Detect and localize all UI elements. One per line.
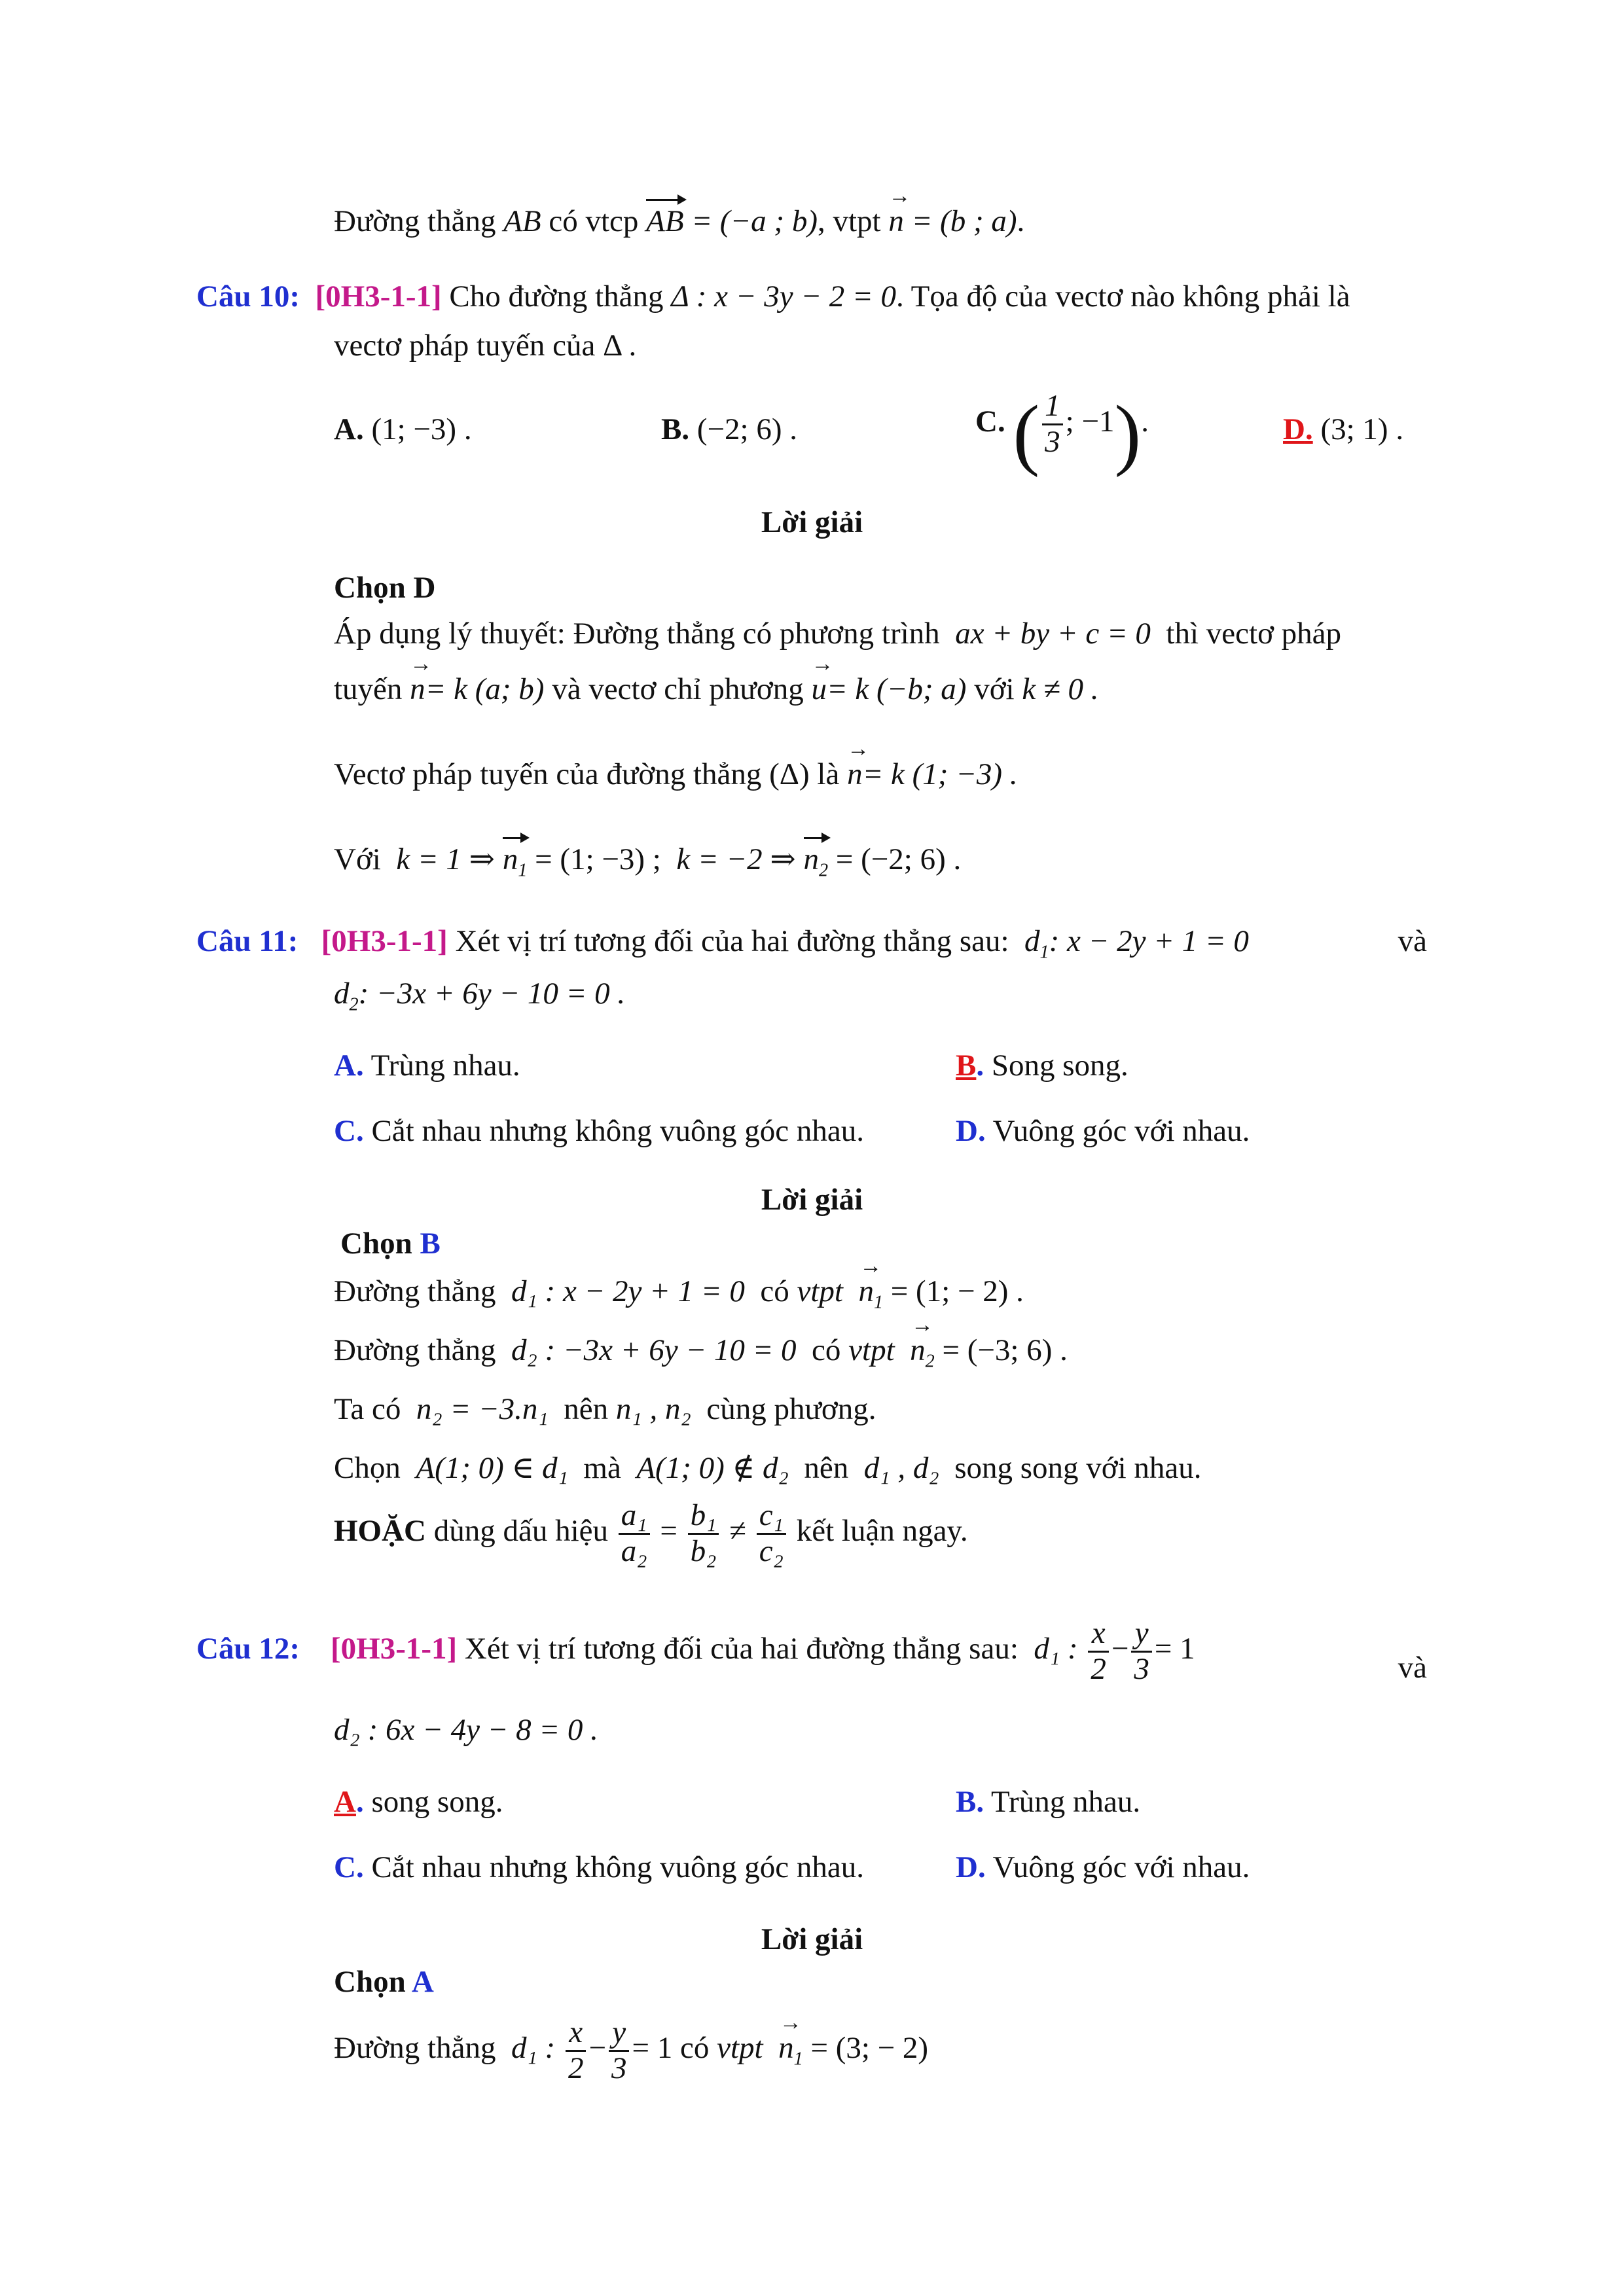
q10-option-c[interactable]: C. ( $\frac{1}{3}$ ; −1). — [975, 389, 1149, 478]
q10-stem: Câu 10: [0H3-1-1] Cho đường thẳng Δ : x − 3y − 2 = 0. Tọa độ của vectơ nào không phải là — [196, 279, 1350, 314]
q11-sol-line-5: HOẶC dùng dấu hiệu $\frac{\text{a₁}}{\text{a₂}}$ = $\frac{\text{b₁}}{\text{b₂}}$ ≠ $\frac{\text{c₁}}{\text{c₂}}$ kết luận ngay. — [334, 1498, 968, 1568]
q11-option-b[interactable]: B. Song song. — [956, 1049, 1128, 1083]
q11-stem-2: $d_2$: −3x + 6y − 10 = 0 . — [334, 977, 626, 1015]
q12-sol-line-1: Đường thẳng d₁ : $\frac{x}{2}$ − $\frac{y}{3}$ = 1 có vtpt → $n_1 = (3$; − 2) — [334, 2016, 928, 2085]
q10-option-a[interactable]: A. (1; −3) . — [334, 412, 472, 446]
q11-option-c[interactable]: C. Cắt nhau nhưng không vuông góc nhau. — [334, 1114, 865, 1148]
q12-solution-title: Lời giải — [761, 1922, 863, 1956]
q12-option-a[interactable]: A. song song. — [334, 1785, 503, 1819]
q12-option-c[interactable]: C. Cắt nhau nhưng không vuông góc nhau. — [334, 1850, 865, 1884]
q10-option-b[interactable]: B. (−2; 6) . — [661, 412, 797, 446]
q11-sol-line-2: Đường thẳng d₂ : −3x + 6y − 10 = 0 có vtpt → $n_2 = (-3$; 6) . — [334, 1332, 1068, 1372]
q10-tag: [0H3-1-1] — [315, 279, 442, 314]
q10-solution-title: Lời giải — [761, 505, 863, 539]
q11-sol-line-4: Chọn A(1; 0) ∈ d₁ mà A(1; 0) ∉ d₂ nên d₁ , d₂ song song với nhau. — [334, 1451, 1202, 1485]
q10-sol-line-1: Áp dụng lý thuyết: Đường thẳng có phương trình ax + by + c = 0 thì vectơ pháp — [334, 617, 1342, 651]
q11-option-a[interactable]: A. Trùng nhau. — [334, 1049, 520, 1083]
q10-option-d[interactable]: D. (3; 1) . — [1283, 412, 1404, 446]
q11-choose: Chọn B — [340, 1227, 441, 1261]
q12-stem: Câu 12: [0H3-1-1] Xét vị trí tương đối của hai đường thẳng sau: d₁ : $\frac{x}{2}$ − $\frac{y}{3}$ = 1 và — [196, 1616, 1427, 1686]
q11-stem: Câu 11: [0H3-1-1] Xét vị trí tương đối của hai đường thẳng sau: $d_1$: x − 2y + 1 = 0 và — [196, 924, 1427, 963]
q10-label: Câu 10: — [196, 279, 300, 314]
q11-option-d[interactable]: D. Vuông góc với nhau. — [956, 1114, 1250, 1148]
q12-option-d[interactable]: D. Vuông góc với nhau. — [956, 1850, 1250, 1884]
q11-solution-title: Lời giải — [761, 1183, 863, 1217]
vector-ab: AB — [646, 203, 683, 240]
intro-line: Đường thẳng AB có vtcp AB = (−a ; b), vtpt → n = (b ; a). — [334, 203, 1024, 240]
q12-choose: Chọn A — [334, 1965, 434, 1999]
q10-sol-line-4: Với k = 1 ⇒ $n_1 = (1$; −3) ; k = −2 ⇒ $n_2 = (-2$; 6) . — [334, 842, 962, 881]
q11-label: Câu 11: — [196, 924, 298, 958]
q10-stem-2: vectơ pháp tuyến của Δ . — [334, 329, 637, 363]
q12-label: Câu 12: — [196, 1631, 300, 1666]
q11-sol-line-3: Ta có n₂ = −3.n₁ nên n₁ , n₂ cùng phương. — [334, 1392, 876, 1426]
q12-tag: [0H3-1-1] — [330, 1631, 458, 1666]
q12-stem-2: d₂ : 6x − 4y − 8 = 0 . — [334, 1713, 598, 1747]
q10-sol-line-3: Vectơ pháp tuyến của đường thẳng (Δ) là → n= k (1; −3) . — [334, 756, 1018, 793]
q12-option-b[interactable]: B. Trùng nhau. — [956, 1785, 1141, 1819]
vector-n: → n — [888, 203, 904, 240]
q11-sol-line-1: Đường thẳng d₁ : x − 2y + 1 = 0 có vtpt → $n_1 = (1$; − 2) . — [334, 1273, 1024, 1314]
q10-sol-line-2: tuyến → n= k (a; b) và vectơ chỉ phương → u= k (−b; a) với k ≠ 0 . — [334, 671, 1099, 708]
q11-tag: [0H3-1-1] — [321, 924, 448, 958]
q10-choose: Chọn D — [334, 571, 436, 605]
